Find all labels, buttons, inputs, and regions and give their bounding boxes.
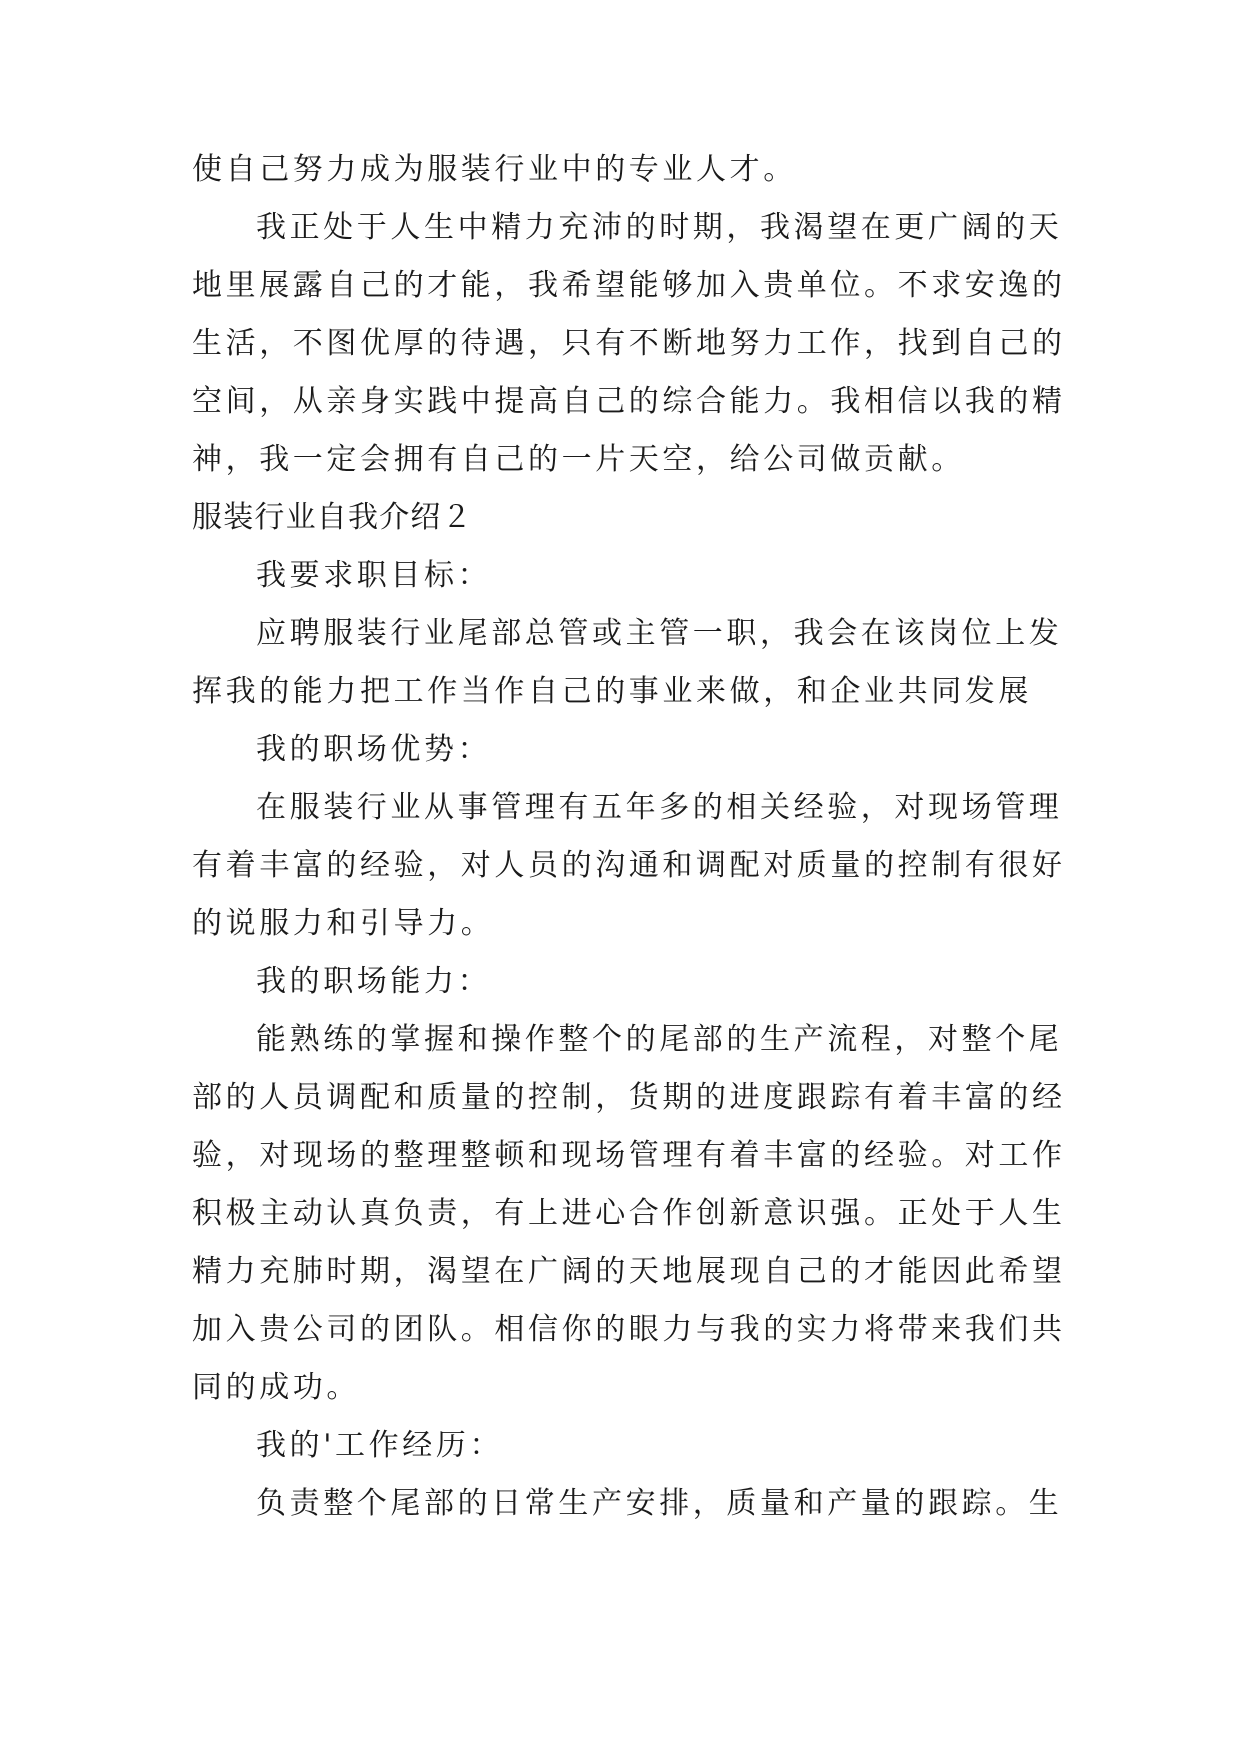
paragraph-line: 精力充肺时期，渴望在广阔的天地展现自己的才能因此希望 — [192, 1254, 1066, 1289]
paragraph-line: 空间，从亲身实践中提高自己的综合能力。我相信以我的精 — [192, 384, 1066, 419]
paragraph-line: 能熟练的掌握和操作整个的尾部的生产流程，对整个尾 — [256, 1022, 1063, 1057]
paragraph-line: 同的成功。 — [192, 1370, 360, 1405]
paragraph-line: 部的人员调配和质量的控制，货期的进度跟踪有着丰富的经 — [192, 1080, 1066, 1115]
paragraph-line: 生活，不图优厚的待遇，只有不断地努力工作，找到自己的 — [192, 326, 1066, 361]
paragraph-line: 负责整个尾部的日常生产安排，质量和产量的跟踪。生 — [256, 1486, 1063, 1521]
subheading-line: 我的'工作经历： — [256, 1428, 504, 1463]
paragraph-line: 有着丰富的经验，对人员的沟通和调配对质量的控制有很好 — [192, 848, 1066, 883]
paragraph-line: 使自己努力成为服装行业中的专业人才。 — [192, 152, 797, 187]
paragraph-line: 验，对现场的整理整顿和现场管理有着丰富的经验。对工作 — [192, 1138, 1066, 1173]
subheading-line: 我的职场优势： — [256, 732, 492, 767]
paragraph-line: 积极主动认真负责，有上进心合作创新意识强。正处于人生 — [192, 1196, 1066, 1231]
paragraph-line: 我正处于人生中精力充沛的时期，我渴望在更广阔的天 — [256, 210, 1063, 245]
paragraph-line: 挥我的能力把工作当作自己的事业来做，和企业共同发展 — [192, 674, 1032, 709]
paragraph-line: 加入贵公司的团队。相信你的眼力与我的实力将带来我们共 — [192, 1312, 1066, 1347]
paragraph-line: 应聘服装行业尾部总管或主管一职，我会在该岗位上发 — [256, 616, 1063, 651]
section-heading: 服装行业自我介绍２ — [192, 500, 473, 535]
paragraph-line: 地里展露自己的才能，我希望能够加入贵单位。不求安逸的 — [192, 268, 1066, 303]
paragraph-line: 神，我一定会拥有自己的一片天空，给公司做贡献。 — [192, 442, 965, 477]
paragraph-line: 在服装行业从事管理有五年多的相关经验，对现场管理 — [256, 790, 1063, 825]
subheading-line: 我的职场能力： — [256, 964, 492, 999]
paragraph-line: 的说服力和引导力。 — [192, 906, 495, 941]
subheading-line: 我要求职目标： — [256, 558, 492, 593]
